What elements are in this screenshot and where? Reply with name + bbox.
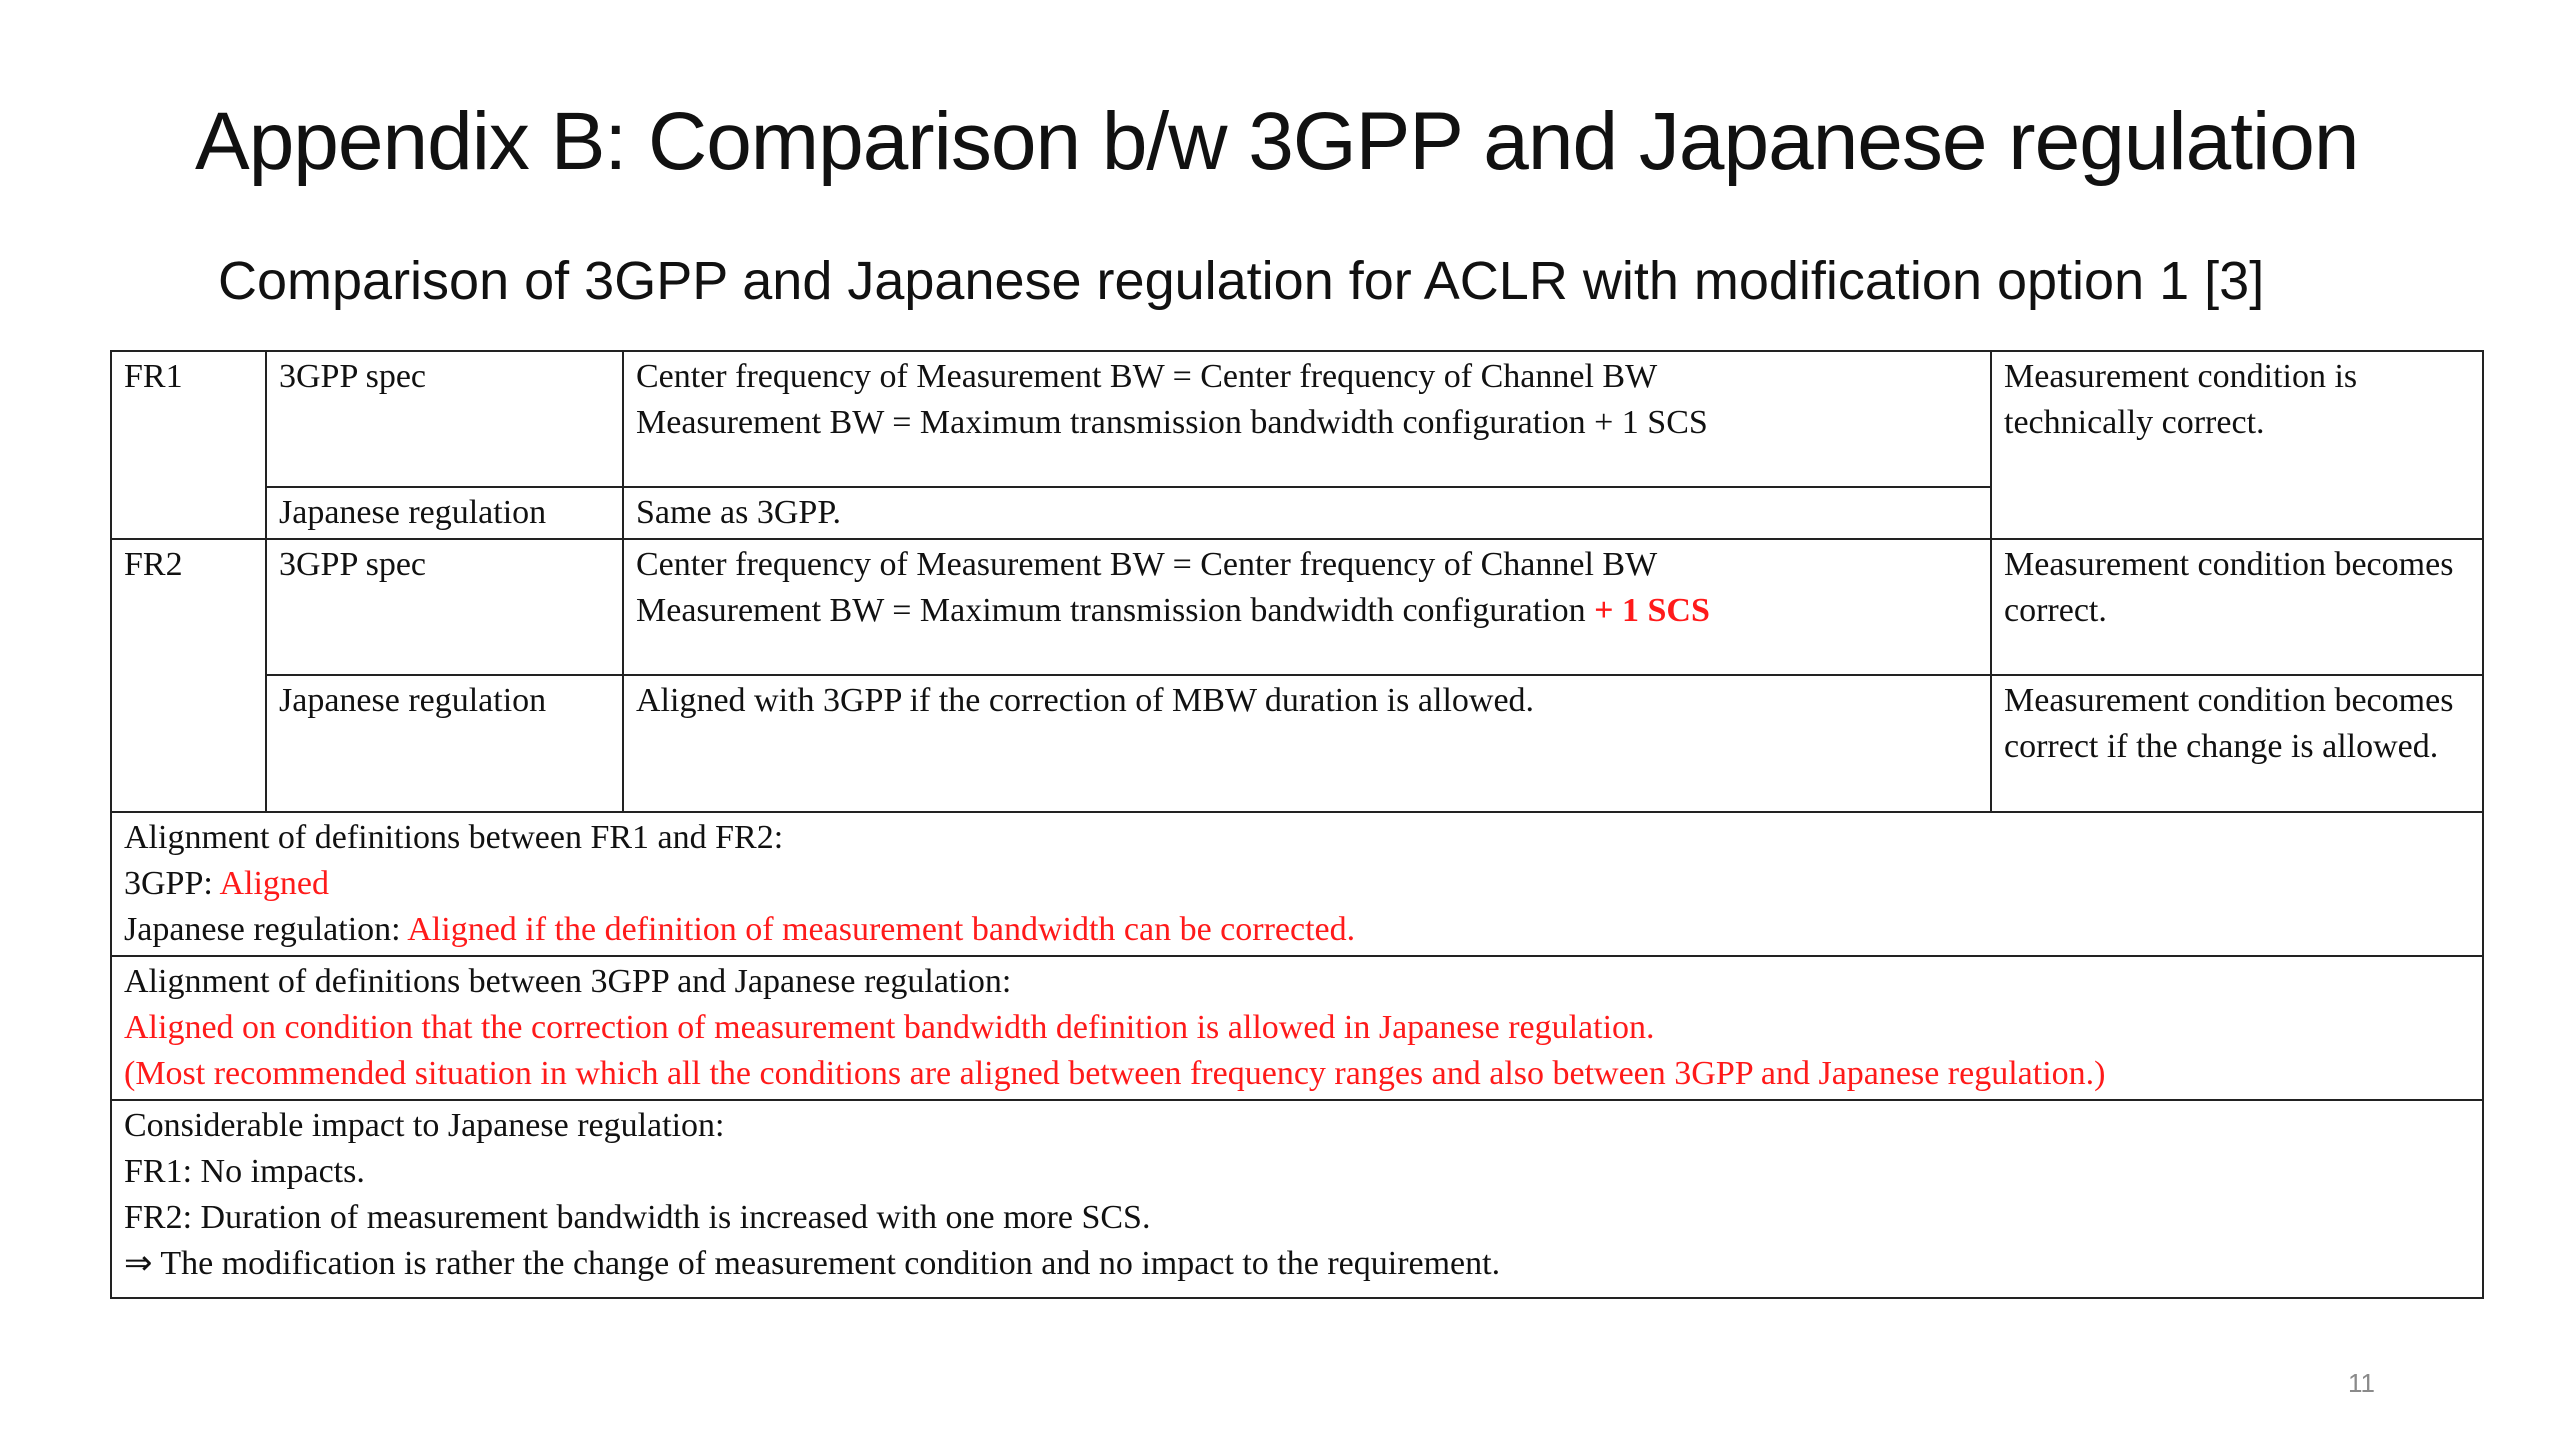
alignment-fr-cell bbox=[111, 812, 2483, 956]
alignment-fr-3gpp bbox=[124, 861, 2472, 907]
fr2-3gpp-row bbox=[111, 539, 2483, 675]
impact-cell bbox=[111, 1100, 2483, 1298]
fr2-spec-line2 bbox=[636, 588, 1980, 634]
alignment-3gpp-jp-line2: (Most recommended situation in which all the conditions are aligned between frequency ranges and also between 3GPP and Japanese regulation.) bbox=[124, 1055, 2106, 1092]
fr2-jp-label-cell bbox=[266, 675, 623, 812]
impact-conclusion: ⇒ The modification is rather the change of measurement condition and no impact to the requirement. bbox=[124, 1245, 1501, 1282]
fr1-jp-text: Same as 3GPP. bbox=[636, 494, 841, 531]
fr1-jp-label-cell bbox=[266, 487, 623, 539]
alignment-3gpp-jp-heading: Alignment of definitions between 3GPP and Japanese regulation: bbox=[124, 963, 1012, 1000]
fr2-jp-label: Japanese regulation bbox=[279, 682, 547, 719]
impact-heading: Considerable impact to Japanese regulation: bbox=[124, 1107, 725, 1144]
alignment-fr-heading: Alignment of definitions between FR1 and FR2: bbox=[124, 819, 784, 856]
fr1-spec-line2: Measurement BW = Maximum transmission bandwidth configuration + 1 SCS bbox=[636, 404, 1708, 441]
fr2-jp-text: Aligned with 3GPP if the correction of MBW duration is allowed. bbox=[636, 682, 1535, 719]
alignment-3gpp-jp-cell bbox=[111, 956, 2483, 1100]
fr1-label-cell bbox=[111, 351, 266, 539]
slide-title: Appendix B: Comparison b/w 3GPP and Japanese regulation bbox=[195, 96, 2359, 187]
fr2-spec-assessment: Measurement condition becomes correct. bbox=[2004, 546, 2454, 629]
fr1-assessment: Measurement condition is technically correct. bbox=[2004, 358, 2358, 441]
fr1-assessment-cell bbox=[1991, 351, 2483, 539]
fr2-spec-line2-prefix: Measurement BW = Maximum transmission bandwidth configuration bbox=[636, 592, 1595, 629]
fr1-3gpp-row bbox=[111, 351, 2483, 487]
fr1-jp-cell bbox=[623, 487, 1991, 539]
fr2-jp-assessment-cell bbox=[1991, 675, 2483, 812]
alignment-3gpp-jp-row bbox=[111, 956, 2483, 1100]
fr2-spec-label: 3GPP spec bbox=[279, 546, 427, 583]
fr1-spec-label-cell bbox=[266, 351, 623, 487]
impact-fr1: FR1: No impacts. bbox=[124, 1153, 365, 1190]
alignment-fr-3gpp-prefix: 3GPP: bbox=[124, 865, 220, 902]
fr2-jp-row bbox=[111, 675, 2483, 812]
fr1-label: FR1 bbox=[124, 358, 183, 395]
fr1-spec-line1: Center frequency of Measurement BW = Center frequency of Channel BW bbox=[636, 358, 1658, 395]
fr2-jp-assessment: Measurement condition becomes correct if the change is allowed. bbox=[2004, 682, 2454, 765]
fr1-jp-label: Japanese regulation bbox=[279, 494, 547, 531]
alignment-fr-row bbox=[111, 812, 2483, 956]
alignment-fr-jp-value: Aligned if the definition of measurement bandwidth can be corrected. bbox=[407, 911, 1356, 948]
fr1-spec-cell bbox=[623, 351, 1991, 487]
slide-subtitle: Comparison of 3GPP and Japanese regulation for ACLR with modification option 1 [3] bbox=[218, 251, 2265, 311]
alignment-fr-jp bbox=[124, 907, 2472, 953]
fr2-spec-label-cell bbox=[266, 539, 623, 675]
page-number: 11 bbox=[2348, 1368, 2375, 1398]
fr2-spec-line2-highlight: + 1 SCS bbox=[1594, 592, 1710, 629]
fr2-jp-cell bbox=[623, 675, 1991, 812]
impact-fr2: FR2: Duration of measurement bandwidth is increased with one more SCS. bbox=[124, 1199, 1151, 1236]
alignment-fr-3gpp-value: Aligned bbox=[219, 865, 329, 902]
impact-row bbox=[111, 1100, 2483, 1298]
fr2-label: FR2 bbox=[124, 546, 183, 583]
fr2-spec-cell bbox=[623, 539, 1991, 675]
alignment-fr-jp-prefix: Japanese regulation: bbox=[124, 911, 408, 948]
fr2-label-cell bbox=[111, 539, 266, 812]
fr2-spec-line1: Center frequency of Measurement BW = Center frequency of Channel BW bbox=[636, 546, 1658, 583]
fr2-spec-assessment-cell bbox=[1991, 539, 2483, 675]
comparison-table bbox=[110, 350, 2484, 1299]
fr1-spec-label: 3GPP spec bbox=[279, 358, 427, 395]
alignment-3gpp-jp-line1: Aligned on condition that the correction of measurement bandwidth definition is allowed in Japanese regulation. bbox=[124, 1009, 1655, 1046]
